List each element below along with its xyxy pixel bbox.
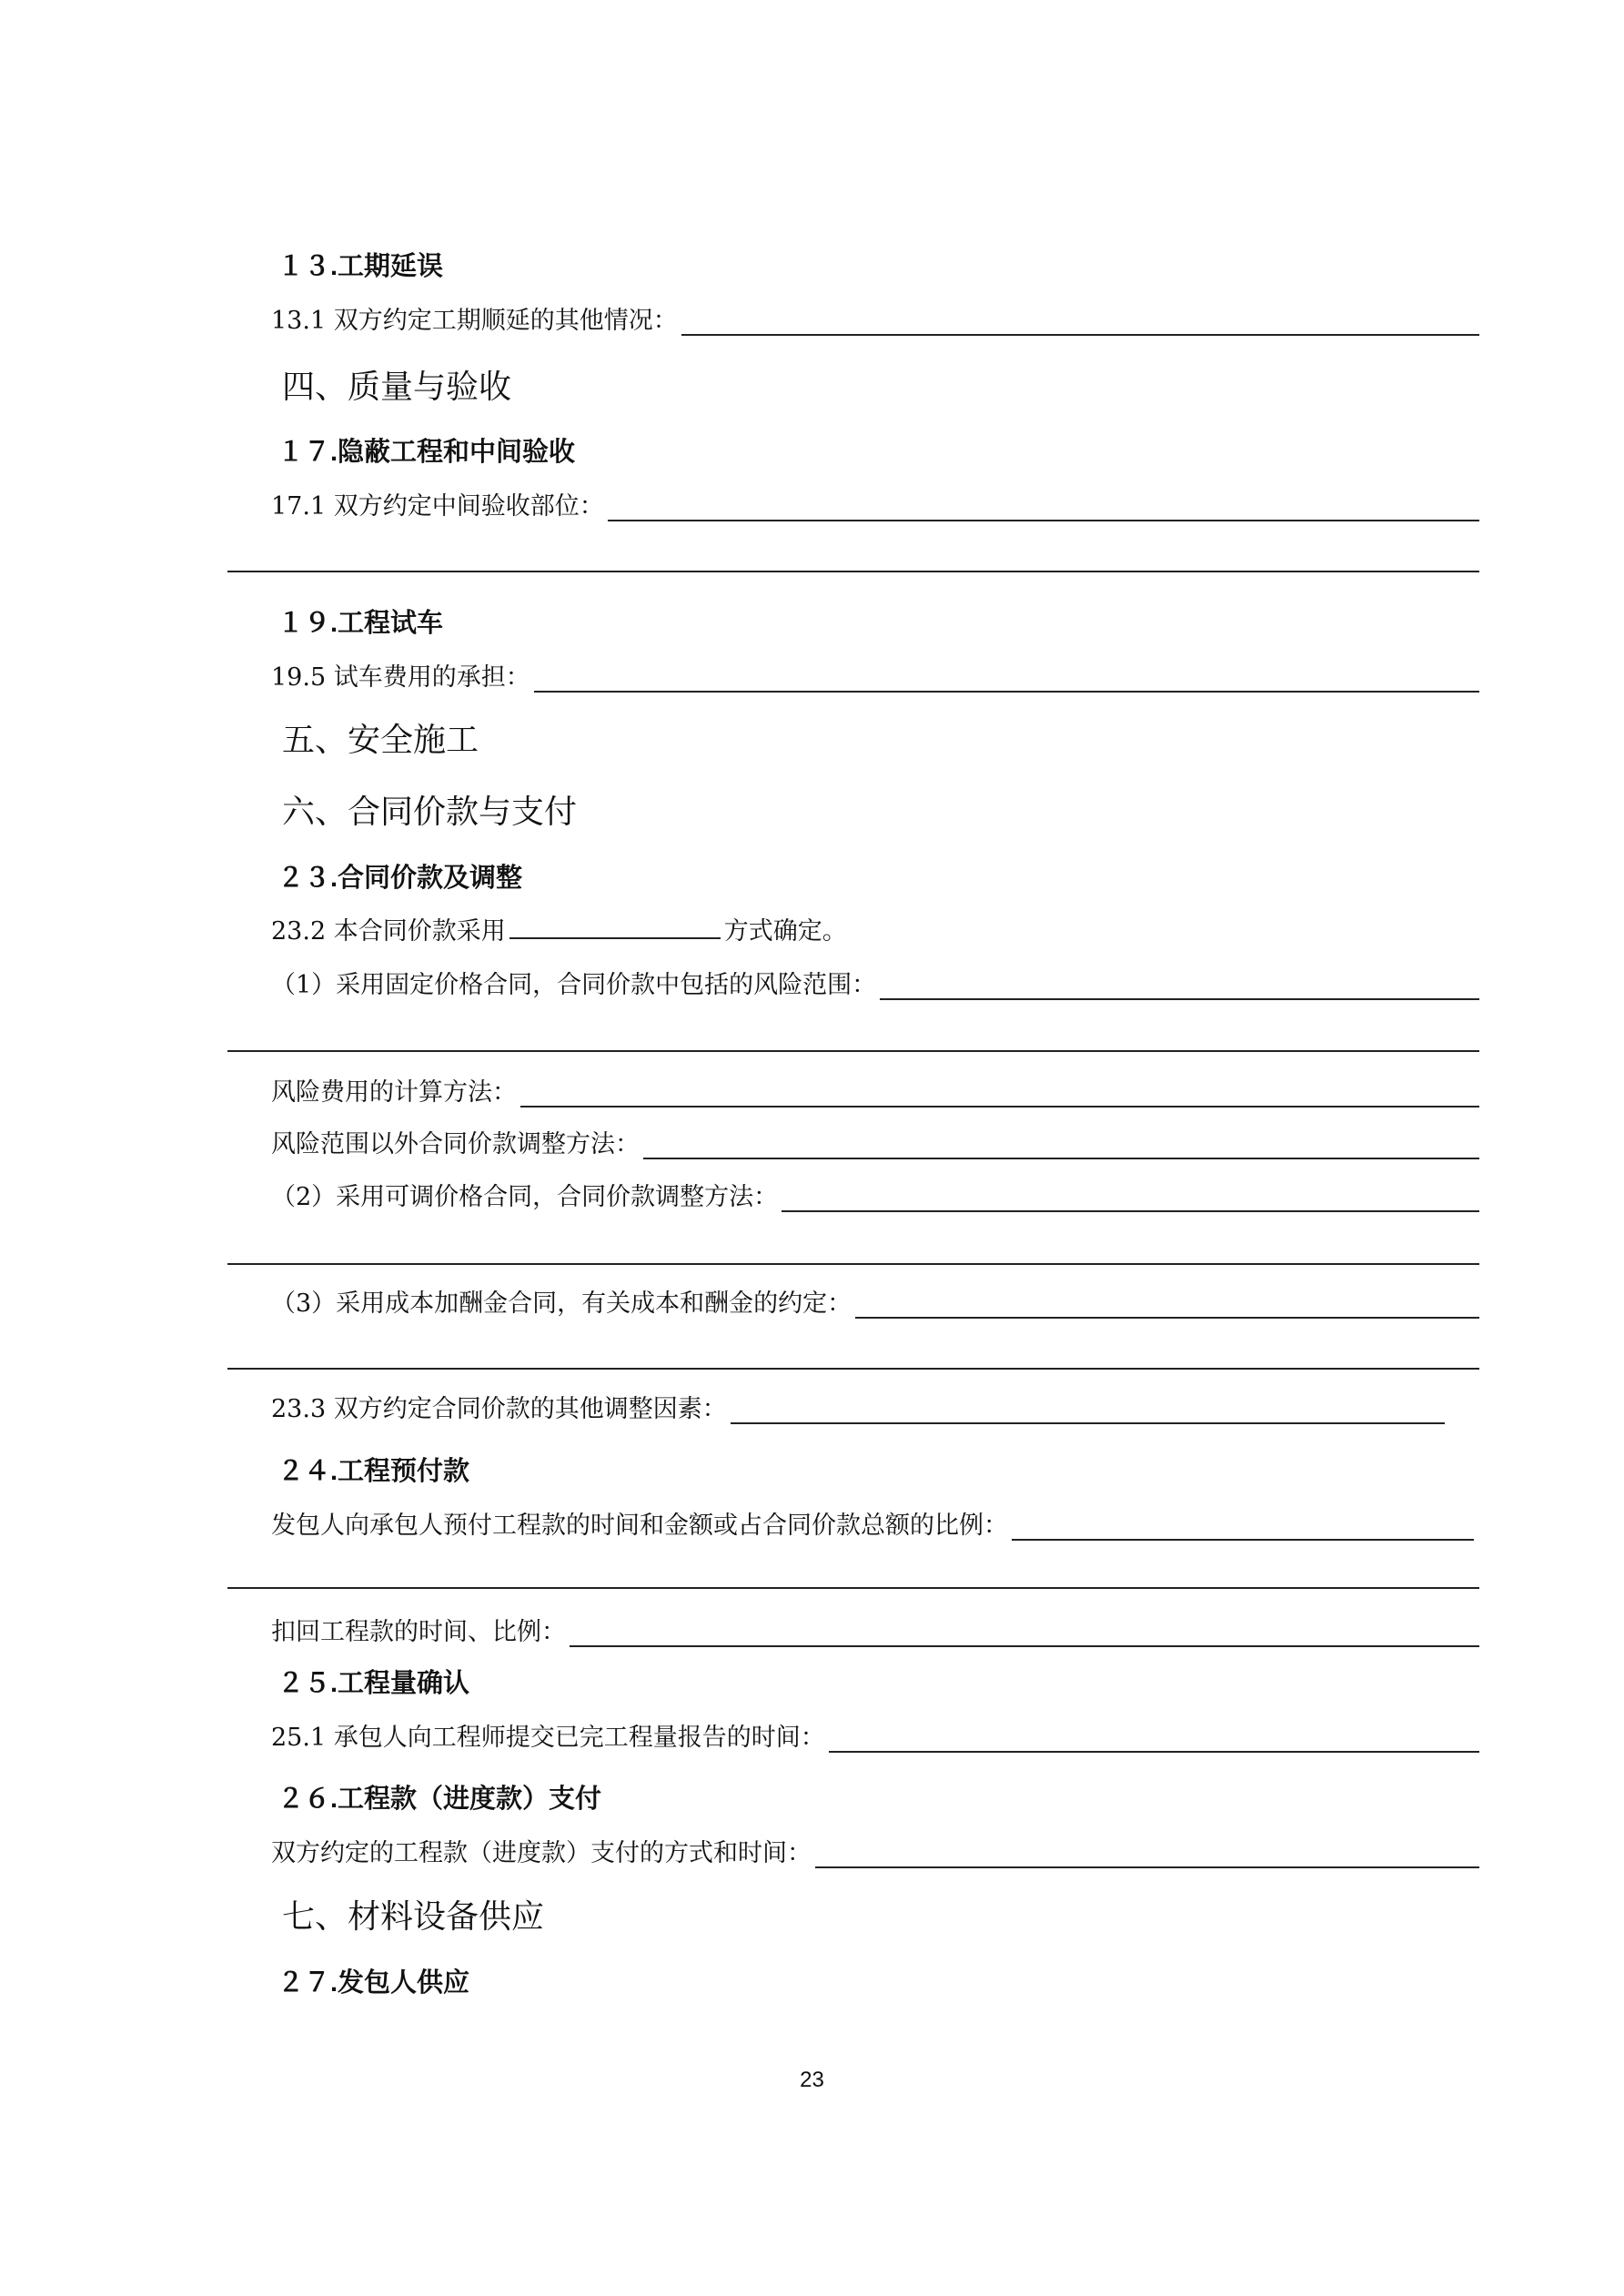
field-24-2-label: 扣回工程款的时间、比例：: [271, 1618, 566, 1646]
field-13-1-label: 13.1 双方约定工期顺延的其他情况：: [271, 307, 678, 335]
section-23-heading: ２３.合同价款及调整: [277, 864, 523, 893]
blank-line-23-2-2-continued: [227, 1263, 1479, 1265]
chapter-6-heading: 六、合同价款与支付: [282, 794, 578, 831]
blank-line-23-2-3-continued: [227, 1368, 1479, 1370]
field-13-1: [271, 300, 1479, 336]
section-24-heading: ２４.工程预付款: [277, 1457, 470, 1486]
field-risk-outside-label: 风险范围以外合同价款调整方法：: [271, 1130, 640, 1158]
field-risk-outside-blank: [643, 1132, 1479, 1159]
section-27-heading: ２７.发包人供应: [277, 1968, 470, 1998]
field-19-5-blank: [534, 665, 1479, 693]
field-23-3-label: 23.3 双方约定合同价款的其他调整因素：: [271, 1395, 727, 1423]
field-23-2-label: 23.2 本合同价款采用: [271, 917, 506, 946]
field-risk-cost-label: 风险费用的计算方法：: [271, 1078, 517, 1107]
chapter-7-heading: 七、材料设备供应: [282, 1898, 545, 1936]
field-13-1-blank: [681, 308, 1479, 336]
field-25-1-label: 25.1 承包人向工程师提交已完工程量报告的时间：: [271, 1724, 825, 1752]
field-23-2-2-label: （2）采用可调价格合同，合同价款调整方法：: [271, 1183, 779, 1211]
field-24-2: [271, 1612, 1479, 1647]
field-17-1-blank: [608, 494, 1479, 521]
field-19-5-label: 19.5 试车费用的承担：: [271, 663, 530, 692]
field-23-2: [271, 911, 847, 946]
field-23-2-3-blank: [855, 1291, 1479, 1319]
chapter-5-heading: 五、安全施工: [282, 722, 479, 759]
field-23-2-2: [271, 1177, 1479, 1212]
section-25-heading: ２５.工程量确认: [277, 1669, 470, 1698]
field-risk-outside: [271, 1124, 1479, 1159]
section-19-heading: １９.工程试车: [277, 609, 444, 638]
field-23-2-3: [271, 1283, 1479, 1319]
field-24-1-label: 发包人向承包人预付工程款的时间和金额或占合同价款总额的比例：: [271, 1512, 1008, 1540]
field-23-2-2-blank: [782, 1185, 1479, 1212]
field-26: [271, 1833, 1479, 1868]
field-24-1-blank: [1012, 1513, 1474, 1541]
field-25-1: [271, 1717, 1479, 1753]
field-17-1: [271, 486, 1479, 521]
field-17-1-label: 17.1 双方约定中间验收部位：: [271, 492, 604, 521]
field-risk-cost: [271, 1072, 1479, 1108]
field-23-2-1-label: （1）采用固定价格合同，合同价款中包括的风险范围：: [271, 971, 877, 999]
blank-line-23-2-1-continued: [227, 1050, 1479, 1052]
field-23-2-1: [271, 965, 1479, 1000]
field-24-1: [271, 1505, 1474, 1541]
field-23-3-blank: [731, 1397, 1445, 1424]
field-23-2-3-label: （3）采用成本加酬金合同，有关成本和酬金的约定：: [271, 1290, 852, 1318]
section-13-heading: １３.工期延误: [277, 252, 444, 281]
field-19-5: [271, 657, 1479, 693]
field-23-2-suffix: 方式确定。: [723, 917, 847, 946]
blank-line-17-continued: [227, 571, 1479, 572]
field-23-2-1-blank: [880, 973, 1479, 1000]
chapter-4-heading: 四、质量与验收: [282, 369, 512, 406]
blank-line-24-continued: [227, 1587, 1479, 1589]
field-24-2-blank: [570, 1620, 1479, 1647]
page-number: 23: [800, 2068, 824, 2092]
field-25-1-blank: [829, 1725, 1479, 1753]
field-23-2-blank: [509, 915, 721, 939]
section-26-heading: ２６.工程款（进度款）支付: [277, 1785, 602, 1814]
field-26-blank: [815, 1841, 1479, 1868]
section-17-heading: １７.隐蔽工程和中间验收: [277, 438, 576, 467]
field-23-3: [271, 1389, 1445, 1424]
field-risk-cost-blank: [520, 1080, 1479, 1108]
field-26-label: 双方约定的工程款（进度款）支付的方式和时间：: [271, 1839, 812, 1867]
